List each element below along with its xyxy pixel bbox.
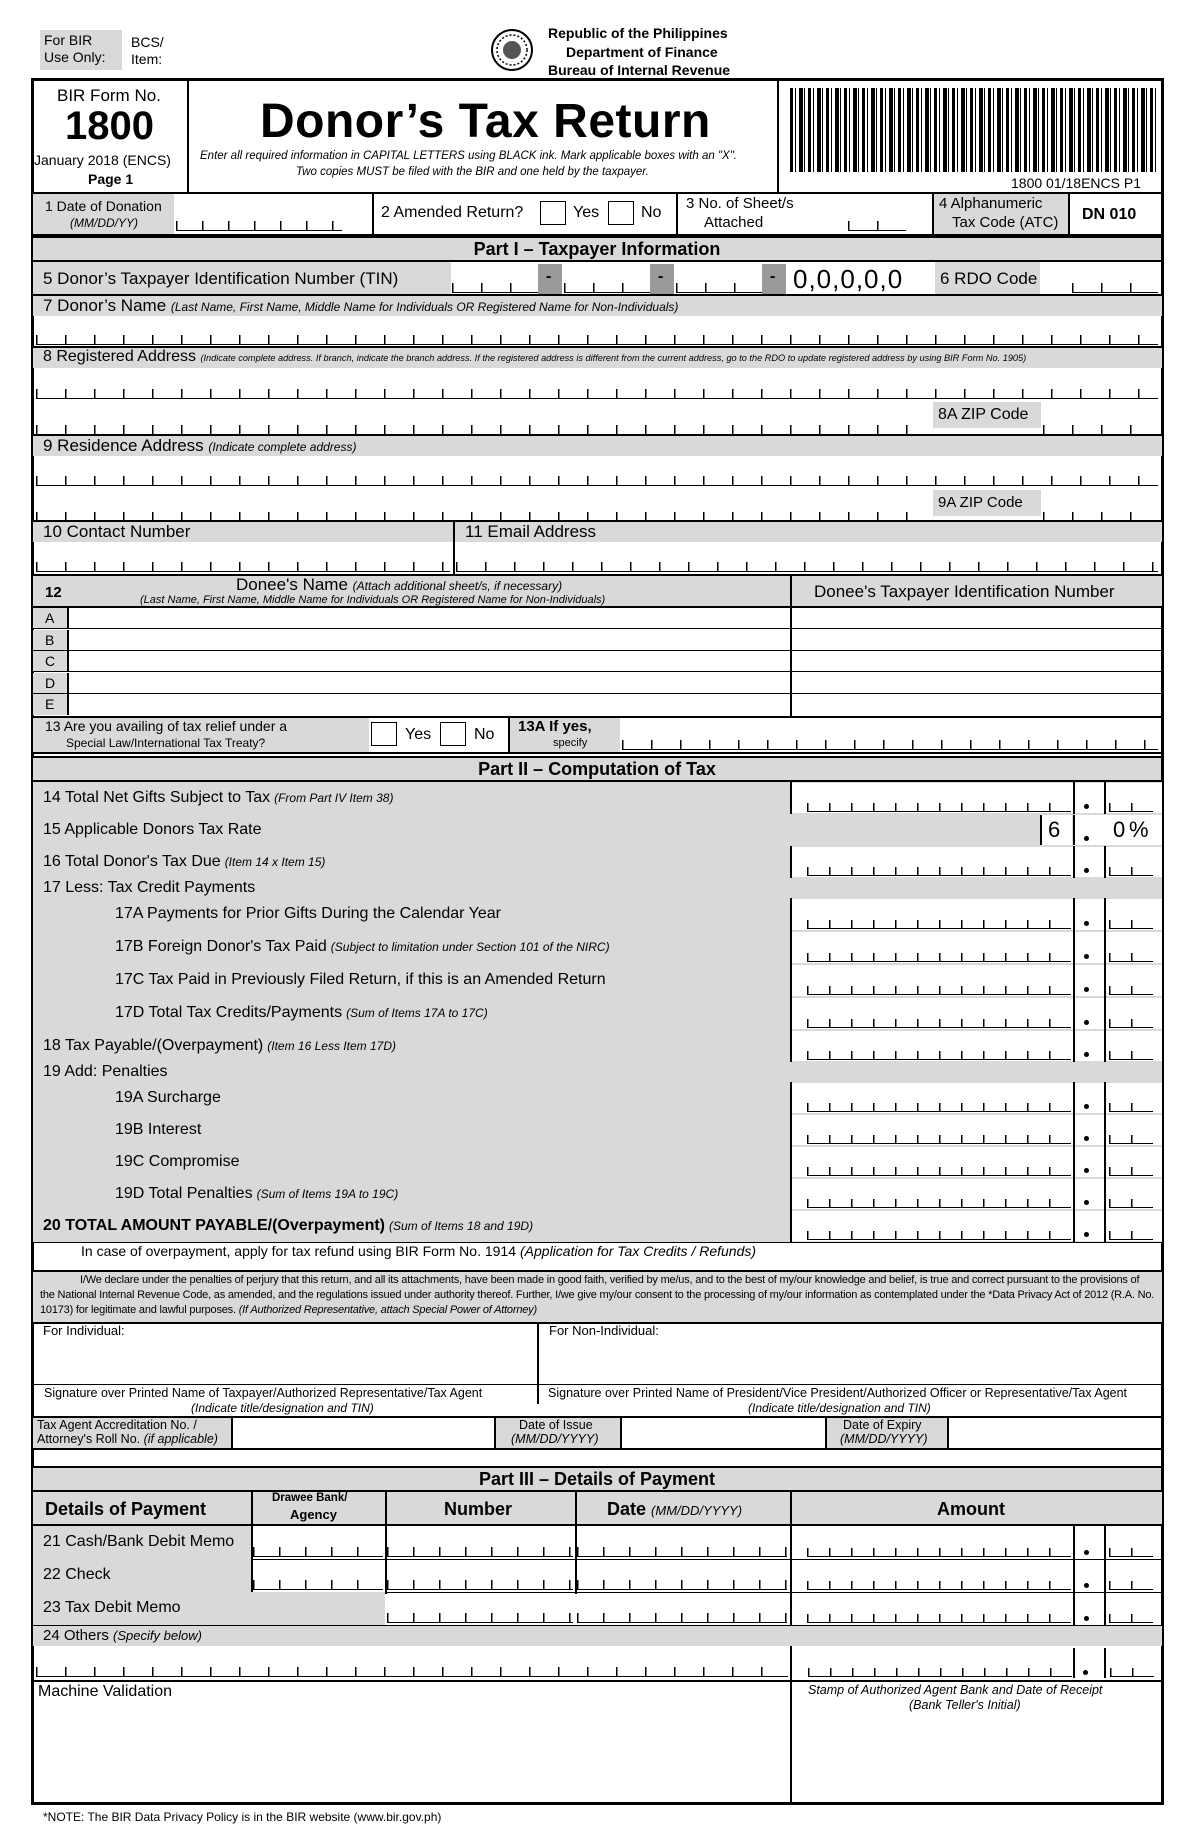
- item19c-decimal-left: [1073, 1146, 1075, 1178]
- footer-note: *NOTE: The BIR Data Privacy Policy is in the BIR website (www.bir.gov.ph): [43, 1810, 442, 1824]
- item14-text: 14 Total Net Gifts Subject to Tax: [43, 789, 271, 806]
- item6-label: 6 RDO Code: [940, 269, 1038, 288]
- tin-dash-3: -: [770, 268, 776, 285]
- item22-decimal-right: [1104, 1559, 1106, 1592]
- item19-row: [33, 1062, 1162, 1082]
- sheets-attached-field[interactable]: [848, 216, 906, 231]
- form-title: Donor’s Tax Return: [260, 95, 711, 148]
- instructions-line-1: Enter all required information in CAPITAL LETTERS using BLACK ink. Mark applicable boxes with an "X".: [200, 150, 737, 162]
- tax-relief-no-checkbox[interactable]: [440, 722, 466, 746]
- col-date-header-text: Date: [607, 1499, 647, 1519]
- signature-non-individual-area[interactable]: [540, 1340, 1160, 1382]
- item17b-note: (Subject to limitation under Section 101 of the NIRC): [330, 940, 610, 954]
- item17a-amount-field[interactable]: [807, 914, 1071, 929]
- item4-label: 4 Alphanumeric: [939, 195, 1043, 212]
- item19-label: [43, 1063, 168, 1081]
- item4-sub: Tax Code (ATC): [952, 214, 1059, 231]
- item17d-centavo-field[interactable]: [1109, 1013, 1153, 1028]
- accreditation-label-2-note: (if applicable): [143, 1432, 218, 1446]
- item19a-text: 19A Surcharge: [115, 1089, 221, 1106]
- item17b-centavo-field[interactable]: [1109, 947, 1153, 962]
- item21-number-field[interactable]: [387, 1542, 573, 1557]
- item12-title-note: (Attach additional sheet/s, if necessary): [352, 579, 563, 593]
- col-amount-header: Amount: [937, 1499, 1005, 1519]
- item21-centavo-field[interactable]: [1109, 1542, 1153, 1557]
- amended-no-label: No: [641, 204, 662, 221]
- item5-label: 5 Donor’s Taxpayer Identification Number (TIN): [43, 269, 399, 288]
- item11-label: 11 Email Address: [465, 522, 597, 541]
- item14-amount-field[interactable]: [807, 797, 1071, 812]
- donee-name-field[interactable]: [70, 673, 788, 693]
- date-of-issue-label: Date of Issue: [519, 1418, 593, 1432]
- item23-decimal-right: [1104, 1592, 1106, 1625]
- item1-label: 1 Date of Donation: [45, 198, 162, 214]
- item20-amount-field[interactable]: [807, 1225, 1071, 1240]
- item17d-note: (Sum of Items 17A to 17C): [346, 1006, 488, 1020]
- item18-text: 18 Tax Payable/(Overpayment): [43, 1037, 264, 1054]
- item19c-text: 19C Compromise: [115, 1153, 240, 1170]
- rate-percent: %: [1129, 817, 1149, 842]
- item17d-label: [115, 1004, 488, 1022]
- item17d-amount-field[interactable]: [807, 1013, 1071, 1028]
- form-no-label: BIR Form No.: [57, 86, 161, 105]
- item23-label: 23 Tax Debit Memo: [43, 1599, 181, 1616]
- donee-name-field[interactable]: [70, 630, 788, 650]
- item10-label: 10 Contact Number: [43, 522, 191, 541]
- others-decimal-point: [1083, 1670, 1088, 1675]
- donee-row-sep: [67, 651, 69, 672]
- item21-decimal-left: [1073, 1526, 1075, 1559]
- item8-label: [43, 348, 1026, 366]
- item7-text: 7 Donor’s Name: [43, 296, 167, 315]
- item20-decimal-point: [1084, 1232, 1089, 1237]
- rate-dec-value: 0: [1113, 817, 1126, 842]
- donee-tin-field[interactable]: [793, 630, 1159, 650]
- overpayment-note-text: In case of overpayment, apply for tax refund using BIR Form No. 1914: [81, 1243, 516, 1259]
- item8a-label: 8A ZIP Code: [938, 406, 1029, 423]
- sig-left-sub: (Indicate title/designation and TIN): [191, 1401, 374, 1415]
- item17c-centavo-field[interactable]: [1109, 980, 1153, 995]
- accreditation-label-1: Tax Agent Accreditation No. /: [37, 1418, 197, 1432]
- item16-label: [43, 853, 325, 871]
- item23-decimal-point: [1084, 1616, 1089, 1621]
- item17a-decimal-left: [1073, 898, 1075, 931]
- date-of-expiry-sub: (MM/DD/YYYY): [840, 1432, 928, 1446]
- item19d-text: 19D Total Penalties: [115, 1185, 253, 1202]
- zip-code-8a-field[interactable]: [1043, 420, 1158, 435]
- item12-label: 12: [45, 584, 62, 601]
- item19b-label: [115, 1121, 201, 1139]
- item17b-decimal-left: [1073, 931, 1075, 964]
- tin-dash-1: -: [546, 268, 552, 285]
- item7-label: [43, 296, 678, 316]
- item19d-label: [115, 1185, 398, 1203]
- item19b-decimal-right: [1104, 1114, 1106, 1146]
- item13a-label: 13A If yes,: [518, 718, 592, 735]
- item19a-decimal-point: [1084, 1104, 1089, 1109]
- donee-row-sep: [67, 694, 69, 715]
- machine-validation-label: Machine Validation: [38, 1683, 173, 1700]
- tax-relief-yes-text: Yes: [405, 726, 432, 743]
- donee-row-letter: A: [45, 610, 55, 626]
- item3-sub: Attached: [704, 214, 764, 231]
- item18-decimal-point: [1084, 1052, 1089, 1057]
- department-label: Department of Finance: [566, 44, 718, 60]
- bir-use-only-label: For BIR Use Only:: [44, 32, 106, 65]
- tax-relief-specify-field[interactable]: [622, 735, 1158, 750]
- item22-decimal-left: [1073, 1559, 1075, 1592]
- item17a-decimal-right: [1104, 898, 1106, 931]
- barcode-code: 1800 01/18ENCS P1: [1011, 175, 1141, 191]
- item18-note: (Item 16 Less Item 17D): [267, 1039, 396, 1053]
- declaration-note: (If Authorized Representative, attach Special Power of Attorney): [238, 1304, 537, 1316]
- item21-label: 21 Cash/Bank Debit Memo: [43, 1533, 235, 1550]
- item19d-decimal-right: [1104, 1178, 1106, 1210]
- item9-label: [43, 436, 356, 456]
- item17b-label: [115, 938, 610, 956]
- part2-title: Part II – Computation of Tax: [33, 756, 1161, 782]
- donee-name-field[interactable]: [70, 608, 788, 628]
- overpayment-note-italic: (Application for Tax Credits / Refunds): [520, 1243, 757, 1259]
- accreditation-label-2-text: Attorney's Roll No.: [37, 1432, 141, 1446]
- donee-tin-field[interactable]: [793, 673, 1159, 693]
- item17b-decimal-right: [1104, 931, 1106, 964]
- item19a-decimal-right: [1104, 1082, 1106, 1114]
- item17-text: 17 Less: Tax Credit Payments: [43, 879, 256, 896]
- form-date: January 2018 (ENCS): [34, 152, 171, 168]
- item7-note: (Last Name, First Name, Middle Name for Individuals OR Registered Name for Non-Individuals): [170, 300, 679, 314]
- item18-decimal-left: [1073, 1030, 1075, 1062]
- col-details-header: Details of Payment: [45, 1499, 207, 1519]
- donee-row-letter: D: [45, 674, 56, 691]
- item17d-text: 17D Total Tax Credits/Payments: [115, 1004, 343, 1021]
- date-of-issue-sub: (MM/DD/YYYY): [511, 1432, 599, 1446]
- registered-address-line-1[interactable]: [36, 384, 1158, 399]
- item17b-amount-field[interactable]: [807, 947, 1071, 962]
- amended-yes-checkbox[interactable]: [540, 201, 566, 225]
- item22-centavo-field[interactable]: [1109, 1575, 1153, 1590]
- tax-relief-no-text: No: [474, 726, 495, 743]
- item16-text: 16 Total Donor's Tax Due: [43, 853, 221, 870]
- item18-decimal-right: [1104, 1030, 1106, 1062]
- item19c-decimal-point: [1084, 1168, 1089, 1173]
- item20-label: [43, 1217, 533, 1235]
- accreditation-label-2: [37, 1432, 218, 1446]
- item17-label: [43, 879, 255, 897]
- item21-amount-field[interactable]: [807, 1542, 1071, 1557]
- payment-table: [33, 1526, 1162, 1626]
- bcs-item-label: BCS/ Item:: [131, 34, 164, 67]
- donee-name-field[interactable]: [70, 694, 788, 714]
- barcode-image: [790, 88, 1158, 172]
- donee-row-sep: [67, 673, 69, 694]
- item23-centavo-field[interactable]: [1109, 1608, 1153, 1623]
- item17d-decimal-left: [1073, 997, 1075, 1030]
- item23-amount-field[interactable]: [807, 1608, 1071, 1623]
- part3-title: Part III – Details of Payment: [33, 1466, 1161, 1492]
- bir-seal-icon: [490, 28, 534, 72]
- computation-table: [33, 782, 1162, 1266]
- item3-label: 3 No. of Sheet/s: [686, 195, 794, 212]
- tin-field-3[interactable]: [676, 278, 762, 293]
- item16-centavo-field[interactable]: [1109, 861, 1153, 876]
- tin-field-2[interactable]: [564, 278, 650, 293]
- item9-text: 9 Residence Address: [43, 436, 204, 455]
- item17a-centavo-field[interactable]: [1109, 914, 1153, 929]
- item17a-decimal-point: [1084, 921, 1089, 926]
- item22-amount-field[interactable]: [807, 1575, 1071, 1590]
- atc-value: DN 010: [1082, 206, 1137, 223]
- item19b-amount-field[interactable]: [807, 1129, 1071, 1144]
- item14-label: [43, 789, 393, 807]
- overpayment-note: [81, 1243, 756, 1259]
- part1-title: Part I – Taxpayer Information: [33, 236, 1161, 262]
- email-address-field[interactable]: [456, 557, 1158, 572]
- item18-centavo-field[interactable]: [1109, 1045, 1153, 1060]
- item19c-amount-field[interactable]: [807, 1161, 1071, 1176]
- item12-title: [236, 575, 562, 595]
- item19b-text: 19B Interest: [115, 1121, 202, 1138]
- item21-date-field[interactable]: [577, 1542, 787, 1557]
- item20-note: (Sum of Items 18 and 19D): [389, 1219, 534, 1233]
- item17c-text: 17C Tax Paid in Previously Filed Return, if this is an Amended Return: [115, 971, 606, 988]
- declaration-body: I/We declare under the penalties of perjury that this return, and all its attachments, have been made in good faith, verified by me/us, and to the best of my/our knowledge and belief, is true and correct pursuant to the provisions of the National Internal Revenue Code, as amended, and the regulations issued under authority thereof. Further, I/we give my/our consent to the processing of my/our information as contemplated under the *Data Privacy Act of 2012 (R.A. No. 10173) for legitimate and lawful purposes.: [40, 1274, 1155, 1316]
- item22-date-field[interactable]: [577, 1575, 787, 1590]
- item21-decimal-point: [1084, 1550, 1089, 1555]
- sig-right-label: Signature over Printed Name of President/Vice President/Authorized Officer or Representative/Tax Agent: [548, 1386, 1128, 1400]
- tin-dash-2: -: [658, 268, 664, 285]
- col-bank-header-1: Drawee Bank/: [272, 1492, 348, 1504]
- tax-relief-yes-checkbox[interactable]: [371, 722, 397, 746]
- item19d-note: (Sum of Items 19A to 19C): [256, 1187, 399, 1201]
- sig-left-label: Signature over Printed Name of Taxpayer/Authorized Representative/Tax Agent: [44, 1386, 483, 1400]
- donee-tin-field[interactable]: [793, 651, 1159, 671]
- item17c-label: [115, 971, 606, 989]
- item22-decimal-point: [1084, 1583, 1089, 1588]
- sig-right-sub: (Indicate title/designation and TIN): [748, 1401, 931, 1415]
- donee-row-letter: E: [45, 696, 55, 713]
- item14-decimal-right: [1104, 782, 1106, 814]
- item22-number-field[interactable]: [387, 1575, 573, 1590]
- item19b-decimal-point: [1084, 1136, 1089, 1141]
- item14-decimal-point: [1084, 804, 1089, 809]
- item9a-label: 9A ZIP Code: [938, 494, 1023, 511]
- item16-decimal-point: [1084, 868, 1089, 873]
- item16-note: (Item 14 x Item 15): [224, 855, 326, 869]
- item14-note: (From Part IV Item 38): [274, 791, 394, 805]
- contact-number-field[interactable]: [36, 557, 450, 572]
- item12-title-text: Donee's Name: [236, 575, 348, 594]
- item23-decimal-left: [1073, 1592, 1075, 1625]
- item9-note: (Indicate complete address): [208, 440, 357, 454]
- date-of-expiry-field[interactable]: [950, 1418, 1158, 1448]
- item19a-amount-field[interactable]: [807, 1097, 1071, 1112]
- item18-amount-field[interactable]: [807, 1045, 1071, 1060]
- item19-text: 19 Add: Penalties: [43, 1063, 168, 1080]
- item17d-decimal-point: [1084, 1020, 1089, 1025]
- item17b-decimal-point: [1084, 954, 1089, 959]
- instructions-line-2: Two copies MUST be filed with the BIR and one held by the taxpayer.: [296, 166, 649, 178]
- item24-text: 24 Others: [43, 1627, 109, 1644]
- donee-table: [33, 608, 1162, 718]
- item20-centavo-field[interactable]: [1109, 1225, 1153, 1240]
- item19c-decimal-right: [1104, 1146, 1106, 1178]
- donee-tin-field[interactable]: [793, 694, 1159, 714]
- col-date-header-note: (MM/DD/YYYY): [651, 1503, 743, 1518]
- item13a-sub: specify: [553, 737, 588, 749]
- item17a-label: [115, 905, 501, 923]
- item16-decimal-left: [1073, 846, 1075, 878]
- item17c-decimal-point: [1084, 987, 1089, 992]
- for-non-individual-label: For Non-Individual:: [549, 1323, 659, 1338]
- item17a-text: 17A Payments for Prior Gifts During the Calendar Year: [115, 905, 501, 922]
- item19d-amount-field[interactable]: [807, 1193, 1071, 1208]
- item17c-decimal-left: [1073, 964, 1075, 997]
- donee-row-letter: C: [45, 653, 56, 670]
- rate-dot-bg: [1073, 815, 1107, 845]
- rate-decimal-point: [1084, 836, 1089, 841]
- rate-int-value: 6: [1048, 817, 1061, 842]
- donee-row-sep: [67, 608, 69, 629]
- item19d-decimal-point: [1084, 1200, 1089, 1205]
- signature-individual-area[interactable]: [35, 1340, 535, 1382]
- item21-decimal-right: [1104, 1526, 1106, 1559]
- item22-bank-field[interactable]: [253, 1575, 383, 1590]
- stamp-label-2: (Bank Teller's Initial): [909, 1698, 1021, 1712]
- item17d-decimal-right: [1104, 997, 1106, 1030]
- item2-label: 2 Amended Return?: [381, 204, 524, 221]
- rdo-code-field[interactable]: [1072, 278, 1158, 293]
- item16-amount-field[interactable]: [807, 861, 1071, 876]
- date-of-expiry-label: Date of Expiry: [843, 1418, 922, 1432]
- page-label: Page 1: [88, 171, 134, 187]
- date-of-issue-field[interactable]: [623, 1418, 823, 1448]
- machine-validation-area: [35, 1704, 785, 1802]
- item17b-text: 17B Foreign Donor's Tax Paid: [115, 938, 327, 955]
- item22-label: 22 Check: [43, 1566, 111, 1583]
- item23-bank-cell: [251, 1592, 385, 1625]
- item13-sub: Special Law/International Tax Treaty?: [66, 736, 266, 750]
- donee-row-sep: [67, 630, 69, 651]
- item20-decimal-left: [1073, 1210, 1075, 1242]
- bureau-label: Bureau of Internal Revenue: [548, 62, 731, 78]
- republic-label: Republic of the Philippines: [548, 25, 728, 41]
- item17c-decimal-right: [1104, 964, 1106, 997]
- item8-note: (Indicate complete address. If branch, indicate the branch address. If the registered address is different from the current address, go to the RDO to update registered address by using BIR Form No. 1905): [200, 353, 1027, 363]
- col-date-header: [607, 1499, 742, 1520]
- item15-label: [43, 821, 262, 839]
- item19c-label: [115, 1153, 239, 1171]
- donee-tin-field[interactable]: [793, 608, 1159, 628]
- item13-label: 13 Are you availing of tax relief under a: [45, 718, 288, 734]
- item17c-amount-field[interactable]: [807, 980, 1071, 995]
- item19a-centavo-field[interactable]: [1109, 1097, 1153, 1112]
- item18-label: [43, 1037, 396, 1055]
- item21-bank-field[interactable]: [253, 1542, 383, 1557]
- item23-date-field[interactable]: [577, 1608, 787, 1623]
- amended-yes-label: Yes: [573, 204, 600, 221]
- donee-name-field[interactable]: [70, 651, 788, 671]
- item16-decimal-right: [1104, 846, 1106, 878]
- item19c-centavo-field[interactable]: [1109, 1161, 1153, 1176]
- item19d-centavo-field[interactable]: [1109, 1193, 1153, 1208]
- tin-field-1[interactable]: [452, 278, 538, 293]
- item23-number-field[interactable]: [387, 1608, 573, 1623]
- donee-tin-header: Donee's Taxpayer Identification Number: [814, 582, 1115, 601]
- donor-name-field[interactable]: [36, 330, 1158, 345]
- col-bank-header-2: Agency: [290, 1507, 337, 1522]
- others-centavo-field[interactable]: [1110, 1662, 1154, 1677]
- residence-address-line-1[interactable]: [36, 471, 1158, 486]
- item15-text: 15 Applicable Donors Tax Rate: [43, 821, 262, 838]
- item24-label: [43, 1627, 202, 1644]
- item20-decimal-right: [1104, 1210, 1106, 1242]
- stamp-label-1: Stamp of Authorized Agent Bank and Date of Receipt: [808, 1683, 1103, 1697]
- item1-sub: (MM/DD/YY): [70, 216, 138, 230]
- item24-note: (Specify below): [113, 1628, 202, 1643]
- item12-sub: (Last Name, First Name, Middle Name for Individuals OR Registered Name for Non-Individuals): [140, 594, 606, 606]
- item14-centavo-field[interactable]: [1109, 797, 1153, 812]
- form-number: 1800: [65, 104, 154, 148]
- accreditation-no-field[interactable]: [234, 1418, 494, 1448]
- registered-address-line-2[interactable]: [36, 420, 933, 435]
- amended-no-checkbox[interactable]: [608, 201, 634, 225]
- others-amount-field[interactable]: [808, 1662, 1072, 1677]
- date-of-donation-field[interactable]: [176, 216, 342, 231]
- declaration-text: [40, 1273, 1155, 1318]
- item19d-decimal-left: [1073, 1178, 1075, 1210]
- item19a-decimal-left: [1073, 1082, 1075, 1114]
- donee-row-letter: B: [45, 631, 55, 648]
- for-individual-label: For Individual:: [43, 1323, 125, 1338]
- col-number-header: Number: [444, 1499, 513, 1519]
- item19b-centavo-field[interactable]: [1109, 1129, 1153, 1144]
- item14-decimal-left: [1073, 782, 1075, 814]
- item19a-label: [115, 1089, 221, 1107]
- item19b-decimal-left: [1073, 1114, 1075, 1146]
- others-specify-field[interactable]: [36, 1662, 788, 1677]
- item20-text: 20 TOTAL AMOUNT PAYABLE/(Overpayment): [43, 1217, 385, 1234]
- item8-text: 8 Registered Address: [43, 348, 196, 365]
- tin-branch-code[interactable]: 0,0,0,0,0: [793, 264, 904, 294]
